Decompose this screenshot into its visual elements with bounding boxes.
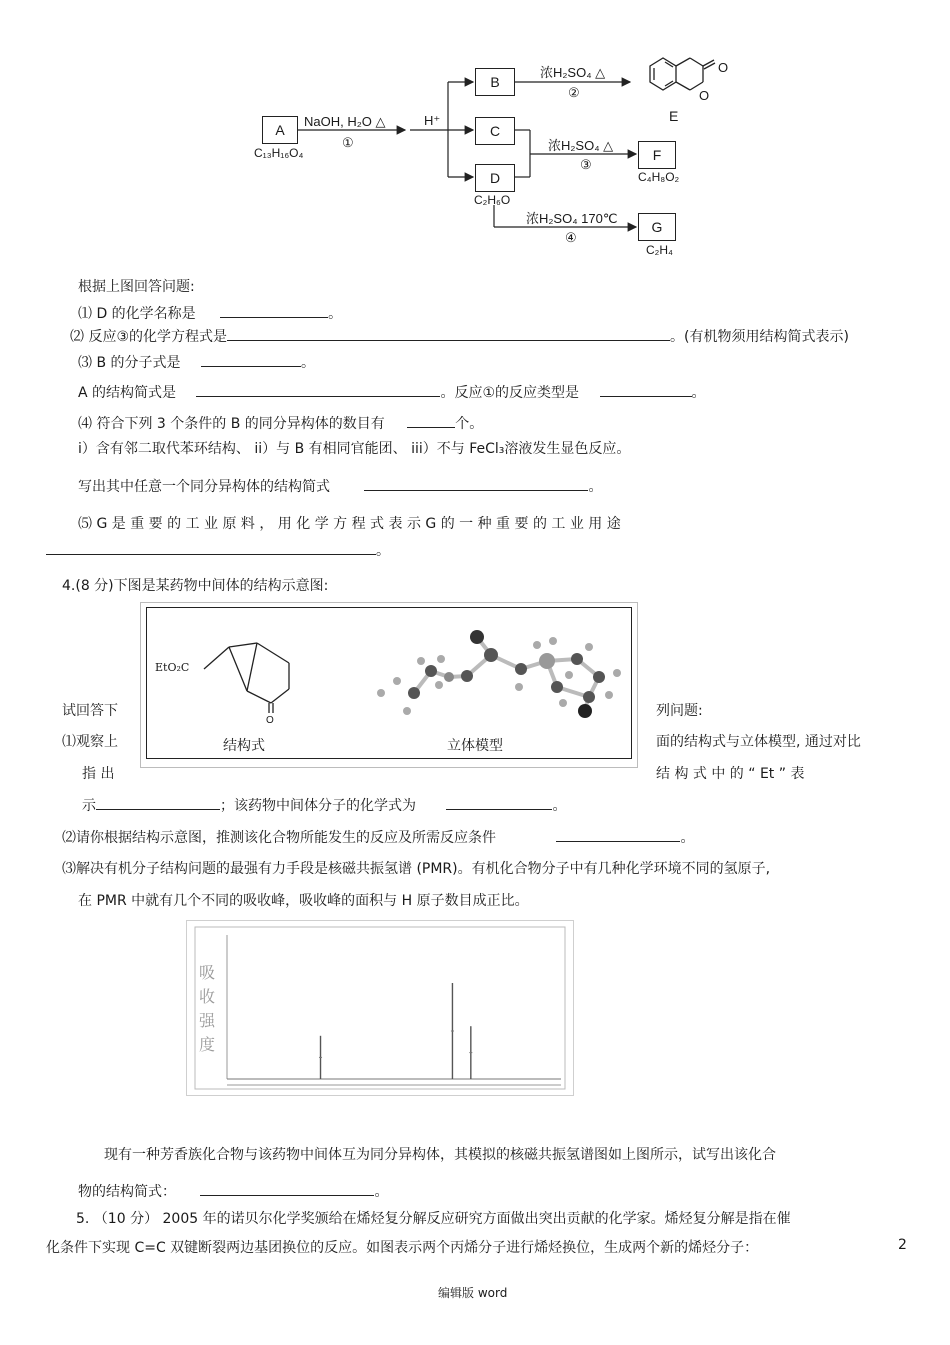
answer-blank-a-structure[interactable]	[196, 382, 440, 397]
q4-part1-end: 。	[552, 798, 567, 814]
q3-part4-text: ⑷ 符合下列 3 个条件的 B 的同分异构体的数目有	[78, 416, 385, 432]
q4-description-2-text: 物的结构简式：	[78, 1184, 176, 1200]
q4-part1-show: 示	[82, 798, 96, 814]
q4-part1-mid: ；该药物中间体分子的化学式为	[220, 798, 416, 814]
answer-blank-molecular-formula[interactable]	[446, 795, 552, 810]
compound-d-formula: C₂H₆O	[474, 193, 511, 207]
answer-blank-et-meaning[interactable]	[96, 795, 220, 810]
nmr-ylabel-char-3: 强	[198, 1011, 215, 1030]
q3-part4-write	[78, 476, 602, 496]
q3-part3b	[78, 382, 706, 402]
q3-part3-text: ⑶ B 的分子式是	[78, 355, 181, 371]
condition-step1: NaOH, H₂O △	[304, 114, 386, 129]
step-number-2: ②	[568, 85, 580, 100]
answer-blank-isomer-structure[interactable]	[364, 476, 588, 491]
answer-blank-b-formula[interactable]	[201, 352, 301, 367]
compound-f-formula: C₄H₈O₂	[638, 170, 680, 184]
acid-label: H⁺	[424, 113, 441, 128]
q4-part2-end: 。	[680, 830, 695, 846]
nmr-ylabel-char-4: 度	[198, 1035, 215, 1054]
q4-part3-line2: 在 PMR 中就有几个不同的吸收峰，吸收峰的面积与 H 原子数目成正比。	[78, 893, 529, 909]
q3-part2	[70, 326, 849, 346]
q3-part2-text: ⑵ 反应③的化学方程式是	[70, 329, 228, 345]
compound-a-formula: C₁₃H₁₆O₄	[254, 146, 304, 160]
q4-part3-line1: ⑶解决有机分子结构问题的最强有力手段是核磁共振氢谱 (PMR)。有机化合物分子中有几种化学环境不同的氢原子,	[62, 861, 771, 877]
q4-right-3: 结 构 式 中 的 “ Et ” 表	[656, 766, 805, 782]
struct-ester-group: EtO₂C	[155, 661, 190, 674]
q3-part1-text: ⑴ D 的化学名称是	[78, 306, 196, 322]
q4-left-2: ⑴观察上	[62, 734, 118, 750]
q4-left-3: 指 出	[82, 766, 115, 782]
q3-part3b-text: A 的结构简式是	[78, 385, 177, 401]
footer-label: 编辑版 word	[438, 1286, 508, 1300]
q3-part4-write-text: 写出其中任意一个同分异构体的结构简式	[78, 479, 330, 495]
answer-blank-reaction-type[interactable]	[600, 382, 692, 397]
compound-g-box: G	[638, 213, 676, 241]
nmr-y-axis-label	[195, 961, 219, 1057]
q4-description-1: 现有一种芳香族化合物与该药物中间体互为同分异构体，其模拟的核磁共振氢谱图如上图所示，试写出该化合	[104, 1147, 776, 1163]
condition-step3: 浓H₂SO₄ △	[548, 138, 614, 153]
atom-o-carbonyl: O	[718, 60, 729, 75]
nmr-spectrum-chart	[186, 920, 574, 1096]
compound-g-formula: C₂H₄	[646, 243, 673, 257]
q3-part3	[78, 352, 315, 372]
condition-step2: 浓H₂SO₄ △	[540, 65, 606, 80]
q4-right-2: 面的结构式与立体模型, 通过对比	[656, 734, 861, 750]
nmr-ylabel-char-2: 收	[198, 987, 215, 1006]
step-number-3: ③	[580, 157, 592, 172]
q3-intro: 根据上图回答问题:	[78, 279, 195, 295]
nmr-ylabel-char-1: 吸	[198, 963, 215, 982]
q3-part4-end: 个。	[455, 416, 484, 432]
nmr-plot	[187, 921, 573, 1095]
answer-blank-equation3[interactable]	[227, 326, 670, 341]
q3-part3b-mid: 。反应①的反应类型是	[440, 385, 580, 401]
compound-a-box: A	[262, 116, 298, 144]
answer-blank-reaction-conditions[interactable]	[556, 827, 680, 842]
q3-part3-end: 。	[300, 355, 315, 371]
answer-blank-aromatic-structure[interactable]	[200, 1181, 374, 1196]
figure-label-structural: 结构式	[223, 737, 265, 753]
compound-c-box: C	[475, 117, 515, 145]
q3-part4	[78, 413, 483, 433]
q4-description-2	[78, 1181, 388, 1201]
q4-part2-text: ⑵请你根据结构示意图，推测该化合物所能发生的反应及所需反应条件	[62, 830, 496, 846]
answer-blank-g-use[interactable]	[46, 540, 376, 555]
answer-blank-isomer-count[interactable]	[407, 413, 455, 428]
step-number-4: ④	[565, 230, 577, 245]
q3-part4-conditions: i）含有邻二取代苯环结构、 ii）与 B 有相同官能团、 iii）不与 FeCl₃溶液发生显色反应。	[78, 441, 631, 457]
compound-e-label: E	[669, 108, 679, 124]
molecule-figure	[140, 602, 638, 768]
step-number-1: ①	[342, 135, 354, 150]
compound-e-structure	[650, 58, 715, 90]
q3-part5-end: 。	[376, 543, 390, 559]
q3-part1	[78, 303, 342, 323]
q3-part4-write-end: 。	[588, 479, 603, 495]
atom-o-ring: O	[699, 88, 710, 103]
q4-right-1: 列问题:	[656, 703, 703, 719]
condition-step4: 浓H₂SO₄ 170℃	[526, 211, 618, 226]
q3-part5-answer	[46, 540, 390, 560]
q3-part5: ⑸ G 是 重 要 的 工 业 原 料 ， 用 化 学 方 程 式 表 示 G 的 一 种 重 要 的 工 业 用 途	[78, 516, 621, 532]
structural-formula-drawing	[149, 611, 629, 761]
q5-line2: 化条件下实现 C=C 双键断裂两边基团换位的反应。如图表示两个丙烯分子进行烯烃换位，生成两个新的烯烃分子：	[46, 1240, 759, 1256]
q3-part2-end: 。(有机物须用结构简式表示)	[670, 329, 849, 345]
answer-blank-d-name[interactable]	[220, 303, 328, 318]
compound-f-box: F	[638, 141, 676, 169]
q4-description-2-end: 。	[374, 1184, 389, 1200]
q3-part3b-end: 。	[691, 385, 706, 401]
q3-part1-end: 。	[328, 306, 343, 322]
compound-b-box: B	[475, 68, 515, 96]
q5-line1: 5. （10 分） 2005 年的诺贝尔化学奖颁给在烯烃复分解反应研究方面做出突出贡献的化学家。烯烃复分解是指在催	[76, 1211, 791, 1227]
struct-carbonyl-o: O	[266, 715, 274, 726]
figure-label-3d-model: 立体模型	[447, 737, 503, 753]
q4-title: 4.(8 分)下图是某药物中间体的结构示意图:	[62, 578, 329, 594]
compound-d-box: D	[475, 164, 515, 192]
q4-left-1: 试回答下	[62, 703, 118, 719]
q4-part1-answer	[82, 795, 566, 815]
q4-part2	[62, 827, 694, 847]
page-number: 2	[898, 1237, 907, 1253]
